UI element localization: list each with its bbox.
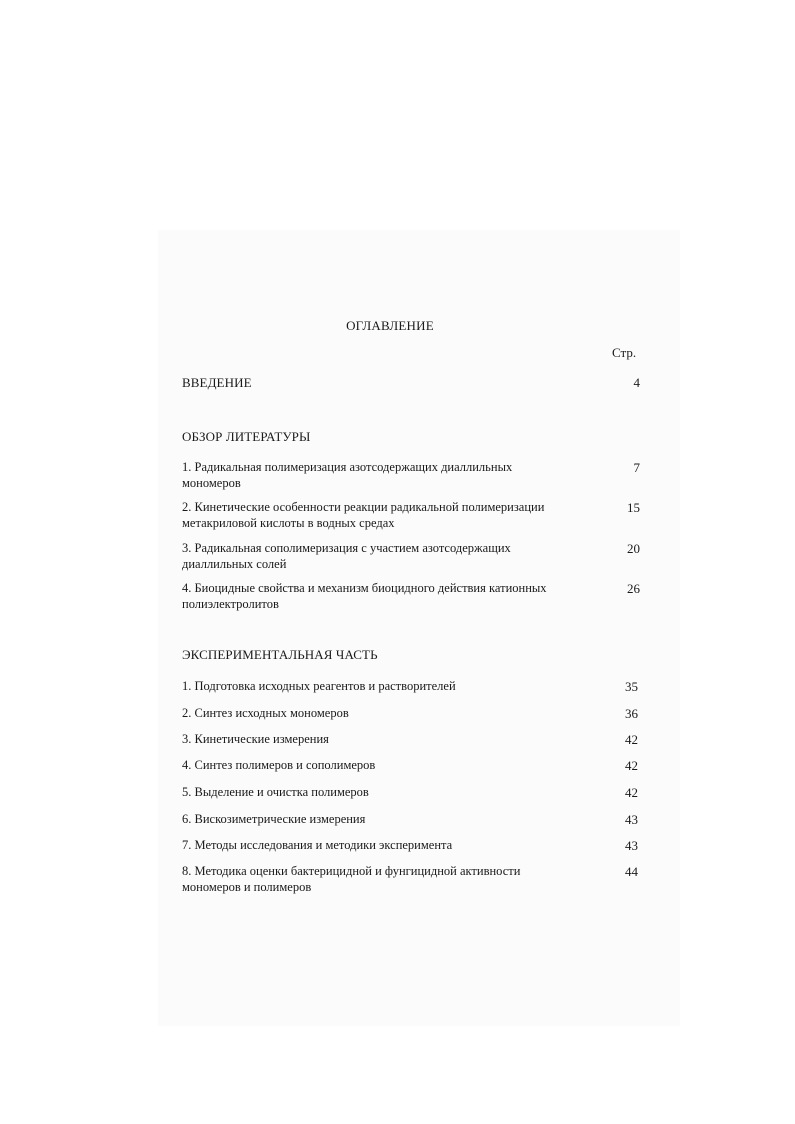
review-entry-3: [182, 541, 582, 572]
entry-line: метакриловой кислоты в водных средах: [182, 515, 395, 530]
experimental-entry-3-page: 42: [625, 732, 638, 747]
experimental-entry-4-page: 42: [625, 758, 638, 773]
experimental-heading: ЭКСПЕРИМЕНТАЛЬНАЯ ЧАСТЬ: [182, 647, 378, 662]
entry-line: 2. Кинетические особенности реакции радикальной полимеризации: [182, 500, 545, 514]
review-entry-3-page: 20: [627, 541, 640, 556]
entry-line: 1. Радикальная полимеризация азотсодержащих диаллильных: [182, 460, 513, 474]
experimental-entry-7: [182, 838, 582, 854]
experimental-entry-4: [182, 758, 582, 774]
entry-line: 2. Синтез исходных мономеров: [182, 706, 349, 720]
intro-heading: ВВЕДЕНИЕ: [182, 375, 252, 390]
entry-line: диаллильных солей: [182, 556, 287, 571]
entry-line: 5. Выделение и очистка полимеров: [182, 785, 369, 799]
experimental-entry-8-page: 44: [625, 864, 638, 879]
experimental-entry-8: [182, 864, 582, 895]
intro-page: 4: [633, 375, 640, 390]
review-entry-2: [182, 500, 582, 531]
review-entry-1-page: 7: [633, 460, 640, 475]
entry-line: 3. Радикальная сополимеризация с участием азотсодержащих: [182, 541, 511, 555]
experimental-entry-3: [182, 732, 582, 748]
page-column-label: Стр.: [612, 345, 637, 360]
experimental-entry-7-page: 43: [625, 838, 638, 853]
experimental-entry-1-page: 35: [625, 679, 638, 694]
experimental-entry-5-page: 42: [625, 785, 638, 800]
review-entry-4-page: 26: [627, 581, 640, 596]
entry-line: мономеров: [182, 475, 241, 490]
entry-line: полиэлектролитов: [182, 596, 279, 611]
review-entry-1: [182, 460, 582, 491]
experimental-entry-6: [182, 812, 582, 828]
scanned-page: [158, 230, 680, 1026]
experimental-entry-2-page: 36: [625, 706, 638, 721]
entry-line: 3. Кинетические измерения: [182, 732, 329, 746]
experimental-entry-6-page: 43: [625, 812, 638, 827]
review-entry-4: [182, 581, 582, 612]
entry-line: 8. Методика оценки бактерицидной и фунгицидной активности: [182, 864, 521, 878]
entry-line: 4. Биоцидные свойства и механизм биоцидного действия катионных: [182, 581, 547, 595]
entry-line: 7. Методы исследования и методики эксперимента: [182, 838, 453, 852]
entry-line: 4. Синтез полимеров и сополимеров: [182, 758, 376, 772]
experimental-entry-2: [182, 706, 582, 722]
entry-line: 1. Подготовка исходных реагентов и растворителей: [182, 679, 456, 693]
review-heading: ОБЗОР ЛИТЕРАТУРЫ: [182, 429, 311, 444]
experimental-entry-5: [182, 785, 582, 801]
entry-line: 6. Вискозиметрические измерения: [182, 812, 366, 826]
review-entry-2-page: 15: [627, 500, 640, 515]
entry-line: мономеров и полимеров: [182, 879, 312, 894]
experimental-entry-1: [182, 679, 582, 695]
toc-title: ОГЛАВЛЕНИЕ: [346, 318, 434, 333]
